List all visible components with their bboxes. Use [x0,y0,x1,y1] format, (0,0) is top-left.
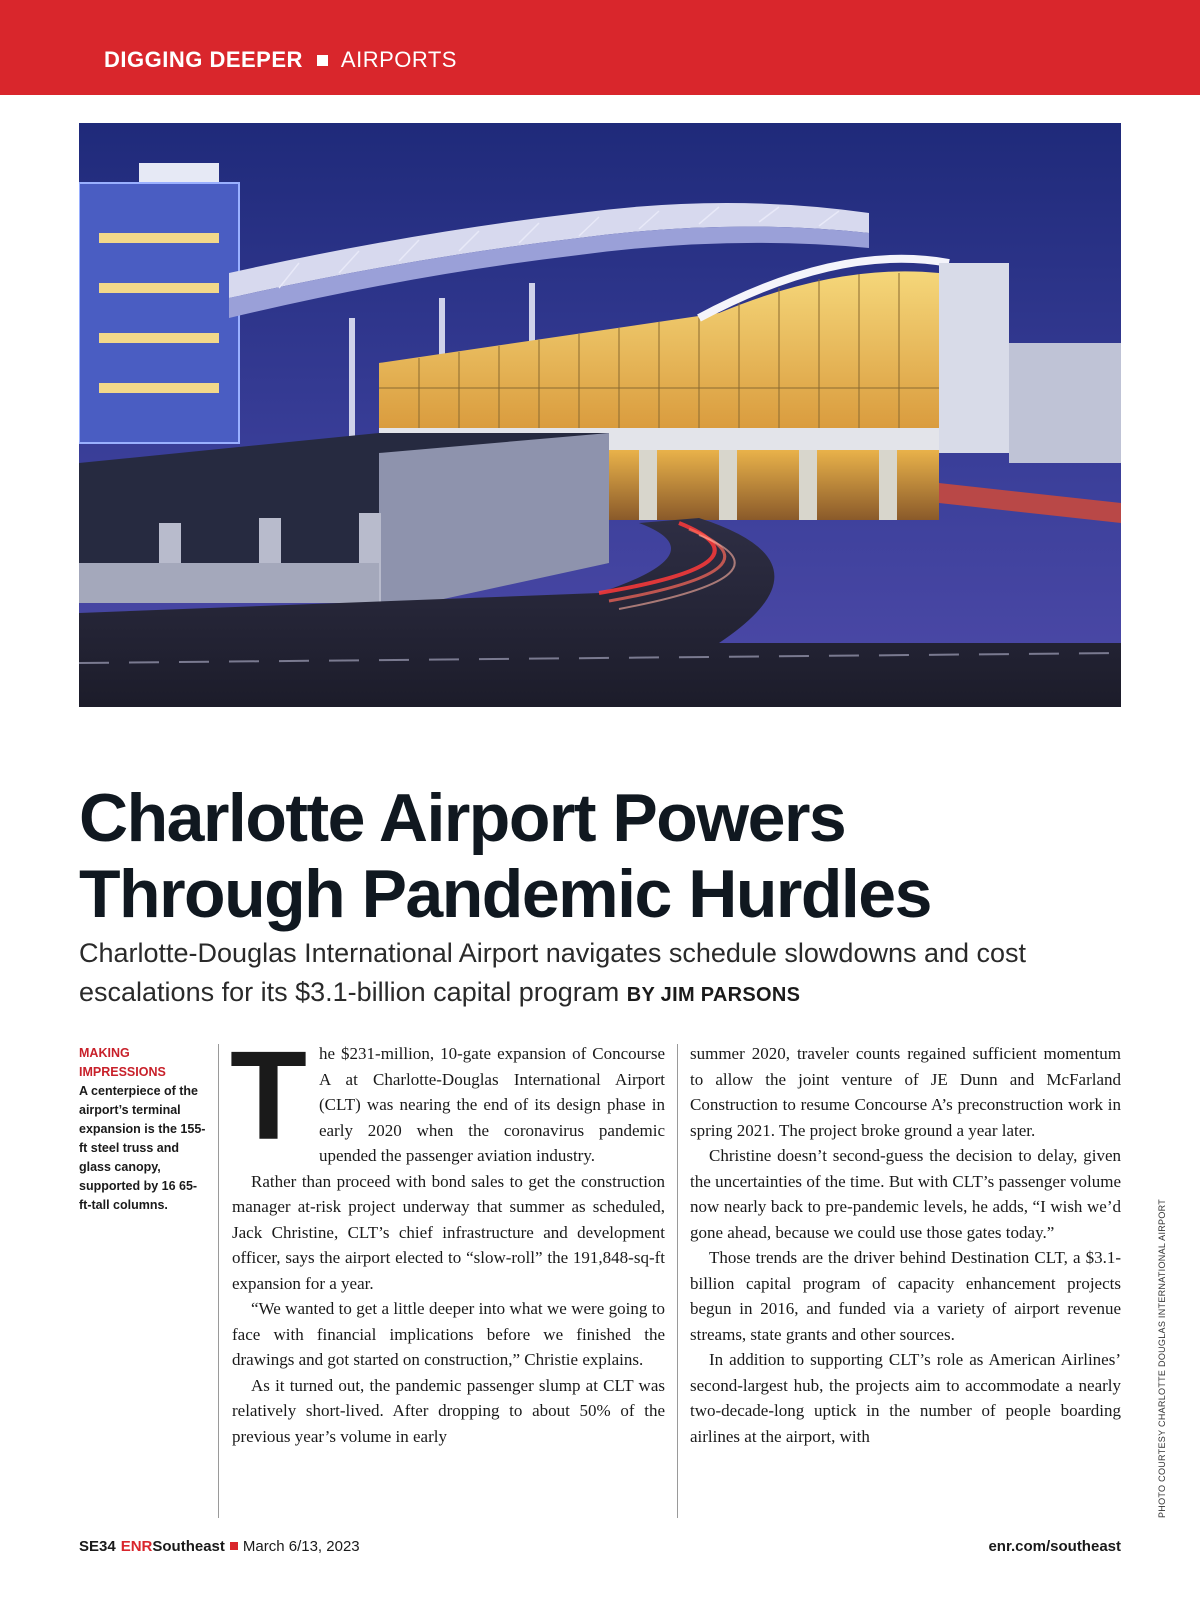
paragraph [230,1025,665,1169]
body-column-2 [690,1041,1121,1449]
column-rule [677,1044,678,1518]
footer-left [79,1538,360,1555]
section-label: DIGGING DEEPER [104,47,303,72]
caption-body: A centerpiece of the airport’s terminal expansion is the 155-ft steel truss and glass canopy, supported by 16 65-ft-tall columns. [79,1084,206,1212]
paragraph: “We wanted to get a little deeper into what we were going to face with financial implications before we finished the drawings and got started on construction,” Christie explains. [232,1299,665,1369]
banner-text [104,47,457,73]
parking-garage [79,163,239,443]
paragraph: Christine doesn’t second-guess the decision to delay, given the uncertainties of the time. But with CLT’s passenger volume now nearly back to pre-pandemic levels, he adds, “I wish we’d gone ahead, because we could use those gates today.” [690,1146,1121,1242]
page-folio: SE34 [79,1538,116,1555]
column-rule [218,1044,219,1518]
headline-line-2: Through Pandemic Hurdles [79,856,931,932]
paragraph: Rather than proceed with bond sales to get the construction manager at-risk project underway that summer as scheduled, Jack Christine, CLT’s chief infrastructure and development officer, says the airport elected to “slow-roll” the 191,848-sq-ft expansion for a year. [232,1171,665,1293]
paragraph: As it turned out, the pandemic passenger slump at CLT was relatively short-lived. After dropping to about 50% of the previous year’s volume in early [232,1375,665,1446]
paragraph: In addition to supporting CLT’s role as American Airlines’ second-largest hub, the projects aim to accommodate a nearly two-decade-long uptick in the number of people boarding airlines at the airport, with [690,1350,1121,1446]
footer-url[interactable]: enr.com/southeast [988,1538,1121,1555]
body-column-1 [230,1025,665,1449]
square-bullet-icon [230,1542,238,1550]
paragraph: Those trends are the driver behind Destination CLT, a $3.1-billion capital program of capacity enhancement projects begun in 2016, and funded via a variety of airport revenue streams, state grants and other sources. [690,1248,1121,1344]
brand-enr: ENR [120,1538,153,1555]
brand-region: Southeast [152,1538,225,1555]
paragraph-text: he $231-million, 10-gate expansion of Concourse A at Charlotte-Douglas International Airport (CLT) was nearing the end of its design phase in early 2020 when the coronavirus pandemic upended the passenger aviation industry. [318,1044,665,1165]
photo-caption [79,1044,209,1215]
byline: BY JIM PARSONS [626,984,801,1006]
deck-text: Charlotte-Douglas International Airport navigates schedule slowdowns and cost escalations for its $3.1-billion capital program [79,938,1027,1007]
photo-credit: PHOTO COURTESY CHARLOTTE DOUGLAS INTERNATIONAL AIRPORT [1157,1198,1167,1518]
subsection-label: AIRPORTS [340,47,457,72]
section-banner [0,0,1200,95]
square-bullet-icon [317,55,328,66]
issue-date: March 6/13, 2023 [242,1538,360,1555]
airport-terminal-illustration [79,123,1121,707]
paragraph: summer 2020, traveler counts regained sufficient momentum to allow the joint venture of JE Dunn and McFarland Construction to resume Concourse A’s preconstruction work in spring 2021. The project broke ground a year later. [690,1044,1121,1140]
article-headline [79,780,1139,932]
hero-photo [79,123,1121,707]
headline-line-1: Charlotte Airport Powers [79,780,846,856]
caption-heading: MAKING IMPRESSIONS [79,1046,166,1079]
drop-cap: T [230,1025,307,1166]
article-deck [79,934,1139,1015]
page-footer [79,1538,1121,1562]
